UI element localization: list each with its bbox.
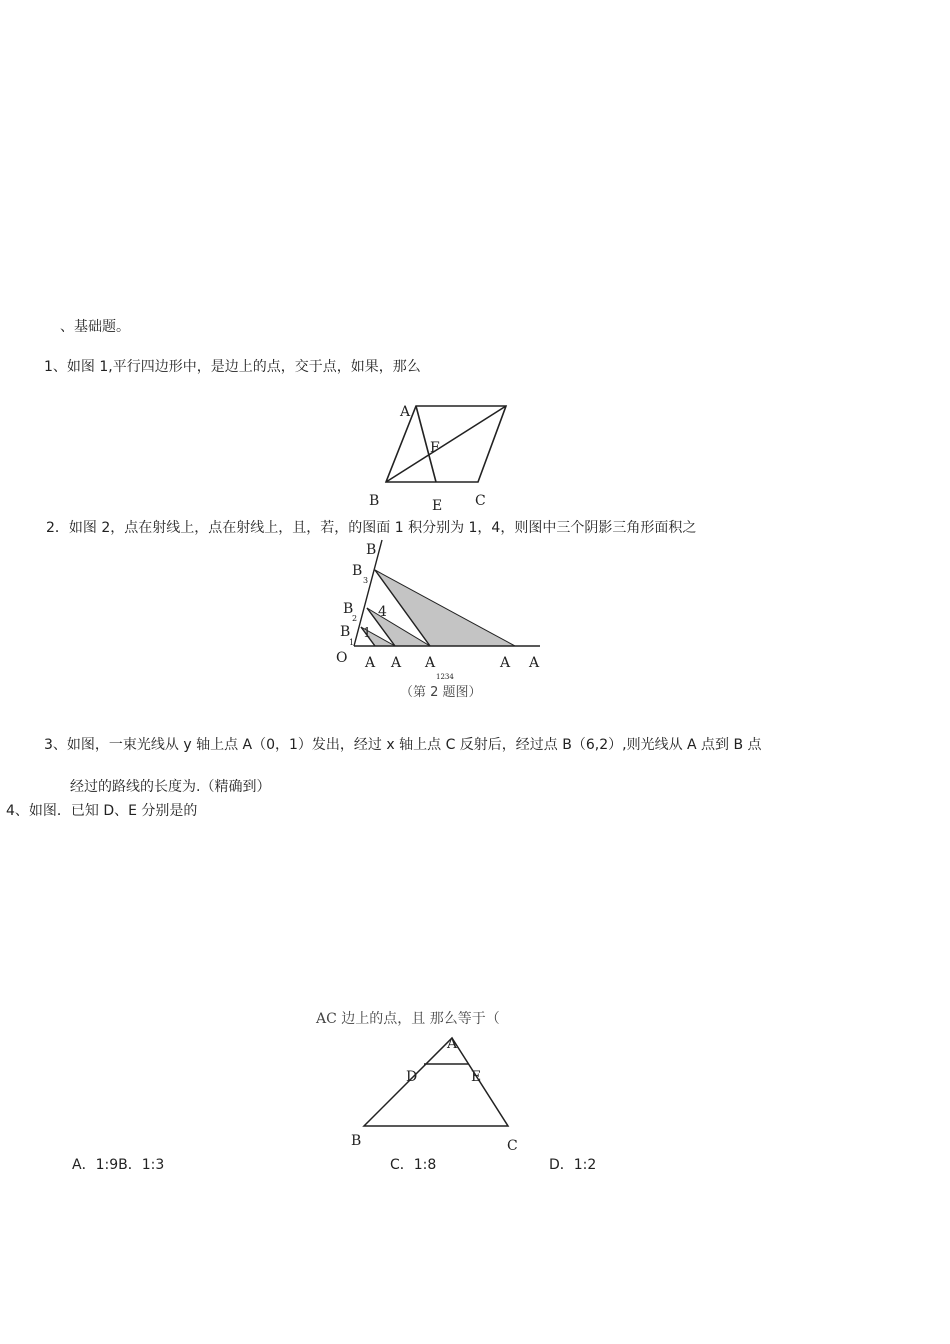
fig2-label-a3: A	[425, 655, 436, 671]
fig2-label-b1-sub: 1	[349, 638, 355, 647]
fig1-label-f: F	[430, 440, 440, 456]
fig2-label-b3: B	[352, 563, 363, 579]
fig2-label-a4: A	[500, 655, 511, 671]
fig2-subscripts: 1234	[436, 673, 454, 681]
fig2-label-a5: A	[529, 655, 540, 671]
fig2-label-b2-sub: 2	[352, 614, 358, 623]
question-2-text: 2．如图 2，点在射线上，点在射线上，且，若，的图面 1 积分别为 1，4，则图中三个阴影三角形面积之	[46, 520, 697, 536]
choice-c: C．1:8	[390, 1157, 437, 1173]
fig2-label-b3-sub: 3	[363, 576, 369, 585]
fig4-label-c: C	[507, 1138, 518, 1154]
fig2-label-b2: B	[343, 601, 354, 617]
fig4-label-a: A	[447, 1036, 458, 1052]
figure-2-rays	[330, 530, 550, 700]
fig2-label-b-top: B	[366, 542, 377, 558]
question-4-text-cont: AC 边上的点，且 那么等于（	[316, 1011, 500, 1027]
fig2-label-o: O	[336, 650, 348, 666]
fig2-mark-1: 1	[363, 626, 372, 641]
question-1-text: 1、如图 1,平行四边形中，是边上的点，交于点，如果，那么	[44, 359, 421, 375]
fig2-mark-4: 4	[378, 604, 387, 620]
fig2-label-b1: B	[340, 624, 351, 640]
section-heading: 、基础题。	[60, 319, 130, 335]
fig4-label-e: E	[471, 1069, 482, 1085]
choice-a-b: A．1:9B．1:3	[72, 1157, 165, 1173]
question-3-text: 3、如图，一束光线从 y 轴上点 A（0，1）发出，经过 x 轴上点 C 反射后，经过点 B（6,2）,则光线从 A 点到 B 点	[44, 737, 762, 753]
fig1-label-e: E	[432, 498, 443, 514]
fig2-label-a2: A	[391, 655, 402, 671]
fig1-label-c: C	[475, 493, 486, 509]
fig1-label-a: A	[400, 404, 411, 420]
question-4-text: 4、如图．已知 D、E 分别是的	[6, 803, 198, 819]
fig2-label-a1: A	[365, 655, 376, 671]
figure-1-parallelogram	[366, 400, 506, 514]
figure-2-caption: （第 2 题图）	[400, 685, 482, 700]
figure-4-triangle	[344, 1034, 544, 1159]
fig1-label-b: B	[369, 493, 380, 509]
fig4-label-b: B	[351, 1133, 362, 1149]
fig4-label-d: D	[406, 1069, 418, 1085]
question-3-text-cont: 经过的路线的长度为.（精确到）	[70, 779, 271, 795]
choice-d: D．1:2	[549, 1157, 597, 1173]
